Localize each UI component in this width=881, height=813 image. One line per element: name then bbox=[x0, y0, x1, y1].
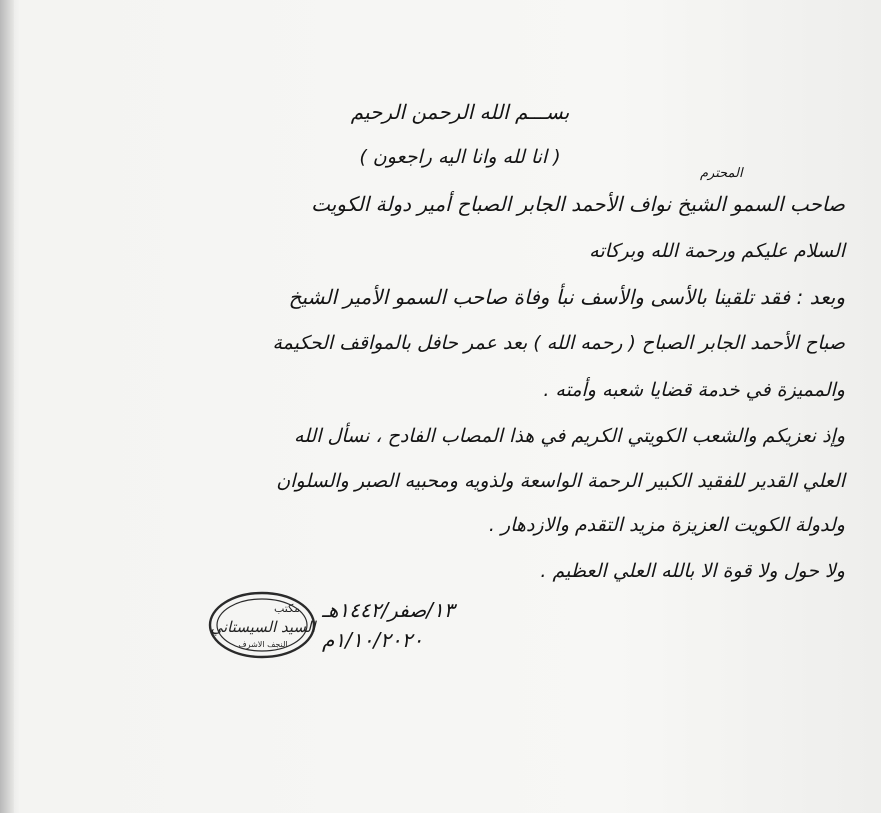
office-seal-stamp bbox=[207, 590, 317, 660]
svg-text:السيد السيستاني: السيد السيستاني bbox=[210, 618, 316, 636]
addressee-line: صاحب السمو الشيخ نواف الأحمد الجابر الصباح أمير دولة الكويت bbox=[311, 192, 845, 216]
date-hijri: ١٣/صفر/١٤٤٢هـ bbox=[322, 598, 455, 622]
date-gregorian: ١/١٠/٢٠٢٠م bbox=[322, 628, 424, 652]
basmala: بســـم الله الرحمن الرحيم bbox=[350, 100, 570, 124]
svg-text:النجف الاشرف: النجف الاشرف bbox=[238, 640, 288, 649]
greeting-line: السلام عليكم ورحمة الله وبركاته bbox=[589, 240, 845, 262]
body-line-1: وبعد : فقد تلقينا بالأسى والأسف نبأ وفاة صاحب السمو الأمير الشيخ bbox=[288, 285, 845, 309]
honorific-marginal: المحترم bbox=[700, 166, 743, 181]
body-line-3: والمميزة في خدمة قضايا شعبه وأمته . bbox=[543, 379, 845, 401]
istirja-line: ( انا لله وانا اليه راجعون ) bbox=[359, 146, 561, 168]
svg-text:مكتب: مكتب bbox=[273, 602, 301, 615]
body-line-5: العلي القدير للفقيد الكبير الرحمة الواسعة ولذويه ومحبيه الصبر والسلوان bbox=[276, 470, 845, 492]
closing-line: ولا حول ولا قوة الا بالله العلي العظيم . bbox=[540, 560, 845, 582]
body-line-6: ولدولة الكويت العزيزة مزيد التقدم والازدهار . bbox=[488, 514, 845, 536]
page-edge-shadow bbox=[0, 0, 14, 813]
body-line-2: صباح الأحمد الجابر الصباح ( رحمه الله ) بعد عمر حافل بالمواقف الحكيمة bbox=[272, 332, 845, 354]
body-line-4: وإذ نعزيكم والشعب الكويتي الكريم في هذا المصاب الفادح ، نسأل الله bbox=[293, 425, 845, 447]
